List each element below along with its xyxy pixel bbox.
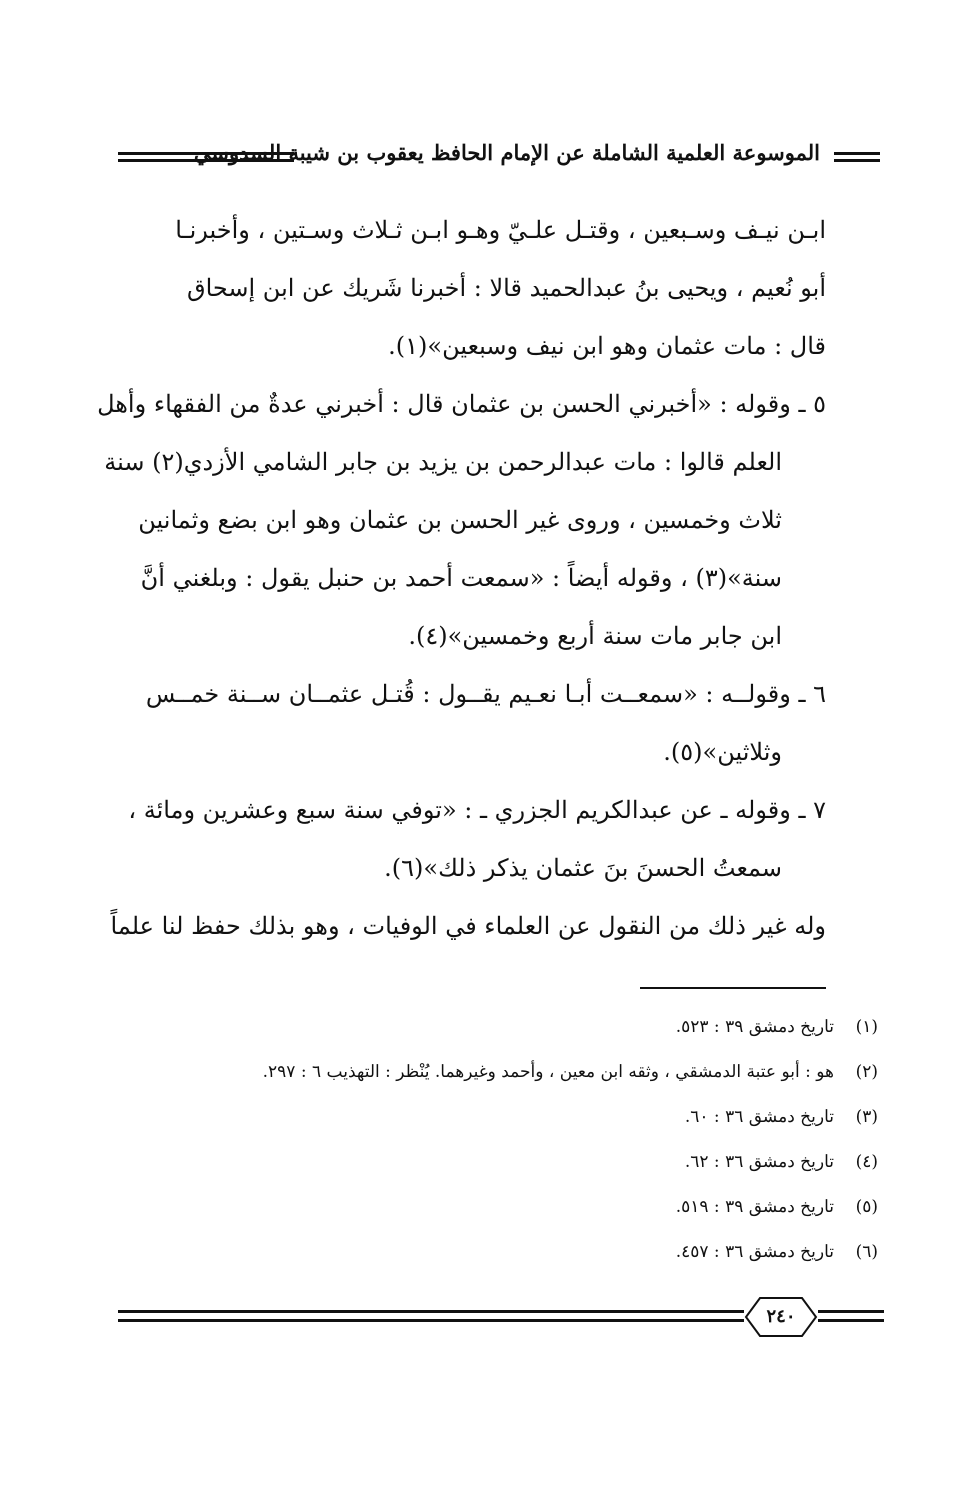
footnote-text: هو : أبو عتبة الدمشقي ، وثقه ابن معين ، وأحمد وغيرهما. يُنْظر : التهذيب ٦ : ٢٩٧. bbox=[262, 1062, 834, 1082]
footnote bbox=[150, 1102, 878, 1147]
text-line: ٧ ـ وقوله ـ عن عبدالكريم الجزري ـ : «توفي سنة سبع وعشرين ومائة ، bbox=[128, 796, 826, 824]
page-number-frame bbox=[744, 1296, 818, 1338]
footnote-text: تاريخ دمشق ٣٦ : ٤٥٧. bbox=[675, 1242, 834, 1262]
text-line: ثلاث وخمسين ، وروى غير الحسن بن عثمان وهو ابن بضع وثمانين bbox=[138, 506, 782, 534]
text-line: قال : مات عثمان وهو ابن نيف وسبعين»(١). bbox=[388, 332, 826, 360]
footnotes bbox=[150, 1012, 878, 1282]
running-header bbox=[118, 136, 880, 176]
footnote bbox=[150, 1192, 878, 1237]
text-line: سمعتُ الحسنَ بنَ عثمان يذكر ذلك»(٦). bbox=[384, 854, 782, 882]
header-rule-right bbox=[834, 152, 880, 162]
text-line: ٥ ـ وقوله : «أخبرني الحسن بن عثمان قال : أخبرني عدةٌ من الفقهاء وأهل bbox=[97, 390, 826, 418]
text-line: ٦ ـ وقولــه : «سمعــت أبـا نعـيم يقــول : قُتـل عثمــان ســنة خمــس bbox=[145, 680, 826, 708]
page-footer bbox=[118, 1296, 884, 1346]
text-line: ابـن نيـف وسـبعين ، وقتـل علـيّ وهـو ابـن ثـلاث وسـتين ، وأخبرنـا bbox=[175, 216, 826, 244]
text-line: ابن جابر مات سنة أربع وخمسين»(٤). bbox=[408, 622, 782, 650]
footnote-number: (١) bbox=[855, 1017, 878, 1037]
footnote-number: (٣) bbox=[855, 1107, 878, 1127]
text-line: أبو نُعيم ، ويحيى بنُ عبدالحميد قالا : أخبرنا شَريك عن ابن إسحاق bbox=[186, 274, 826, 302]
text-line: وثلاثين»(٥). bbox=[663, 738, 782, 766]
text-line: العلم قالوا : مات عبدالرحمن بن يزيد بن جابر الشامي الأزدي(٢) سنة bbox=[104, 448, 782, 476]
footnote-number: (٥) bbox=[855, 1197, 878, 1217]
footnote-number: (٦) bbox=[855, 1242, 878, 1262]
footer-rule-right bbox=[818, 1310, 884, 1322]
header-title: الموسوعة العلمية الشاملة عن الإمام الحافظ يعقوب بن شيبة السدوسي bbox=[193, 140, 820, 165]
footnote-text: تاريخ دمشق ٣٩ : ٥١٩. bbox=[675, 1197, 834, 1217]
footnote-text: تاريخ دمشق ٣٦ : ٦٠. bbox=[684, 1107, 834, 1127]
footnote bbox=[150, 1012, 878, 1057]
page-number: ٢٤٠ bbox=[766, 1306, 796, 1327]
footnote-text: تاريخ دمشق ٣٩ : ٥٢٣. bbox=[675, 1017, 834, 1037]
footnote-text: تاريخ دمشق ٣٦ : ٦٢. bbox=[684, 1152, 834, 1172]
main-text bbox=[97, 210, 826, 964]
footnote bbox=[150, 1237, 878, 1282]
footnote bbox=[150, 1147, 878, 1192]
footnote-separator bbox=[640, 987, 826, 989]
footnote-number: (٤) bbox=[855, 1152, 878, 1172]
footnote bbox=[150, 1057, 878, 1102]
text-line: سنة»(٣) ، وقوله أيضاً : «سمعت أحمد بن حنبل يقول : وبلغني أنَّ bbox=[140, 564, 782, 592]
footnote-number: (٢) bbox=[855, 1062, 878, 1082]
text-line: وله غير ذلك من النقول عن العلماء في الوفيات ، وهو بذلك حفظ لنا علماً bbox=[110, 912, 826, 940]
header-rule-left bbox=[118, 152, 294, 162]
footer-rule-left bbox=[118, 1310, 744, 1322]
